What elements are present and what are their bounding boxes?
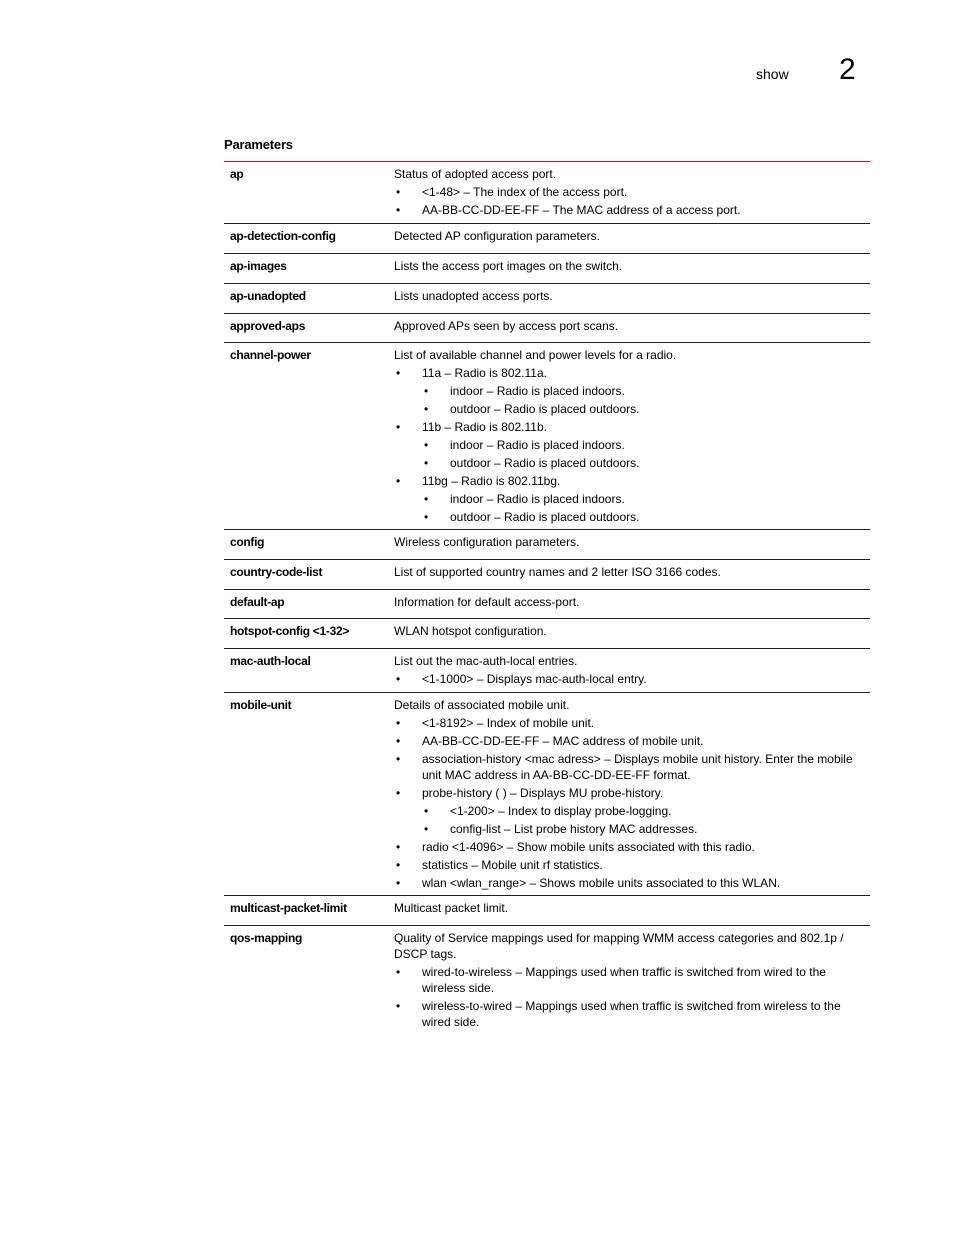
param-name: ap-images [230,259,287,273]
bullet-text: outdoor – Radio is placed outdoors. [450,402,640,416]
param-description [394,564,864,580]
param-description [394,288,864,304]
param-row [224,343,870,530]
param-row [224,162,870,224]
param-description [394,900,864,916]
param-description-text: Status of adopted access port. [394,167,557,181]
param-name: ap-detection-config [230,229,336,243]
bullet-icon: • [396,716,401,730]
param-row [224,619,870,649]
section-title: Parameters [224,137,293,152]
bullet-text: 11a – Radio is 802.11a. [422,366,547,380]
sub-bullet-item [394,491,864,507]
bullet-icon: • [396,786,401,800]
bullet-text: AA-BB-CC-DD-EE-FF – MAC address of mobile unit. [422,734,704,748]
param-row [224,224,870,254]
param-description-text: List of available channel and power levels for a radio. [394,348,677,362]
param-name: ap [230,167,244,181]
bullet-item [394,733,864,749]
param-name: channel-power [230,348,311,362]
param-row [224,314,870,343]
bullet-text: 11bg – Radio is 802.11bg. [422,474,561,488]
bullet-icon: • [396,203,401,217]
bullet-icon: • [396,734,401,748]
param-row [224,254,870,284]
bullet-icon: • [396,876,401,890]
bullet-text: wlan <wlan_range> – Shows mobile units associated to this WLAN. [422,876,781,890]
bullet-icon: • [396,858,401,872]
bullet-icon: • [396,672,401,686]
bullet-text: wired-to-wireless – Mappings used when traffic is switched from wired to the wireless side. [422,965,826,995]
running-header-chapter-number: 2 [839,53,856,86]
bullet-icon: • [424,456,429,470]
bullet-item [394,671,864,687]
bullet-text: AA-BB-CC-DD-EE-FF – The MAC address of a access port. [422,203,741,217]
sub-bullet-item [394,437,864,453]
param-name: qos-mapping [230,931,303,945]
bullet-text: indoor – Radio is placed indoors. [450,384,625,398]
bullet-icon: • [396,999,401,1013]
bullet-icon: • [396,420,401,434]
param-description [394,166,864,218]
param-description-text: Lists unadopted access ports. [394,289,553,303]
bullet-text: indoor – Radio is placed indoors. [450,492,625,506]
bullet-text: config-list – List probe history MAC addresses. [450,822,698,836]
bullet-item [394,419,864,435]
param-description [394,534,864,550]
param-description [394,594,864,610]
param-description-text: Details of associated mobile unit. [394,698,570,712]
bullet-text: outdoor – Radio is placed outdoors. [450,456,640,470]
bullet-icon: • [424,384,429,398]
bullet-item [394,839,864,855]
param-name: hotspot-config <1-32> [230,624,350,638]
bullet-text: outdoor – Radio is placed outdoors. [450,510,640,524]
bullet-icon: • [396,965,401,979]
param-description-text: List of supported country names and 2 letter ISO 3166 codes. [394,565,721,579]
bullet-icon: • [396,840,401,854]
bullet-icon: • [424,510,429,524]
bullet-text: indoor – Radio is placed indoors. [450,438,625,452]
bullet-text: 11b – Radio is 802.11b. [422,420,547,434]
param-row [224,693,870,896]
param-description-text: Detected AP configuration parameters. [394,229,600,243]
param-description [394,697,864,891]
bullet-item [394,365,864,381]
param-row [224,530,870,560]
bullet-item [394,857,864,873]
bullet-item [394,964,864,996]
bullet-text: statistics – Mobile unit rf statistics. [422,858,603,872]
bullet-text: <1-8192> – Index of mobile unit. [422,716,595,730]
param-description-text: Information for default access-port. [394,595,580,609]
bullet-item [394,785,864,801]
bullet-text: probe-history ( ) – Displays MU probe-history. [422,786,664,800]
param-description-text: WLAN hotspot configuration. [394,624,547,638]
param-description [394,228,864,244]
bullet-icon: • [424,492,429,506]
bullet-item [394,751,864,783]
param-description-text: Quality of Service mappings used for mapping WMM access categories and 802.1p / DSCP tags. [394,931,844,961]
param-name: country-code-list [230,565,323,579]
param-row [224,590,870,619]
param-description-text: List out the mac-auth-local entries. [394,654,578,668]
sub-bullet-item [394,509,864,525]
param-description-text: Wireless configuration parameters. [394,535,580,549]
param-description [394,318,864,334]
param-name: mobile-unit [230,698,292,712]
bullet-text: association-history <mac adress> – Displays mobile unit history. Enter the mobile unit MAC address in AA-BB-CC-DD-EE-FF format. [422,752,853,782]
bullet-icon: • [424,804,429,818]
param-description [394,347,864,525]
param-name: approved-aps [230,319,306,333]
param-description [394,653,864,687]
bullet-icon: • [396,474,401,488]
param-description [394,930,864,1030]
bullet-text: wireless-to-wired – Mappings used when traffic is switched from wireless to the wired side. [422,999,841,1029]
param-name: config [230,535,265,549]
sub-bullet-item [394,383,864,399]
bullet-item [394,184,864,200]
param-description [394,258,864,274]
bullet-item [394,202,864,218]
bullet-item [394,473,864,489]
sub-bullet-item [394,803,864,819]
param-row [224,560,870,590]
bullet-icon: • [396,366,401,380]
bullet-item [394,998,864,1030]
param-description-text: Lists the access port images on the switch. [394,259,623,273]
bullet-item [394,875,864,891]
bullet-icon: • [424,402,429,416]
param-description [394,623,864,639]
bullet-icon: • [424,438,429,452]
bullet-item [394,715,864,731]
param-name: ap-unadopted [230,289,306,303]
bullet-text: radio <1-4096> – Show mobile units associated with this radio. [422,840,755,854]
bullet-icon: • [396,752,401,766]
param-description-text: Approved APs seen by access port scans. [394,319,619,333]
sub-bullet-item [394,821,864,837]
sub-bullet-item [394,401,864,417]
param-row [224,649,870,693]
bullet-text: <1-200> – Index to display probe-logging. [450,804,672,818]
sub-bullet-item [394,455,864,471]
param-row [224,284,870,314]
parameters-table [224,162,870,1029]
bullet-icon: • [396,185,401,199]
param-name: default-ap [230,595,285,609]
bullet-text: <1-48> – The index of the access port. [422,185,628,199]
bullet-text: <1-1000> – Displays mac-auth-local entry. [422,672,647,686]
running-header-section: show [756,66,789,82]
param-description-text: Multicast packet limit. [394,901,509,915]
param-name: multicast-packet-limit [230,901,347,915]
param-name: mac-auth-local [230,654,311,668]
bullet-icon: • [424,822,429,836]
param-row [224,896,870,926]
